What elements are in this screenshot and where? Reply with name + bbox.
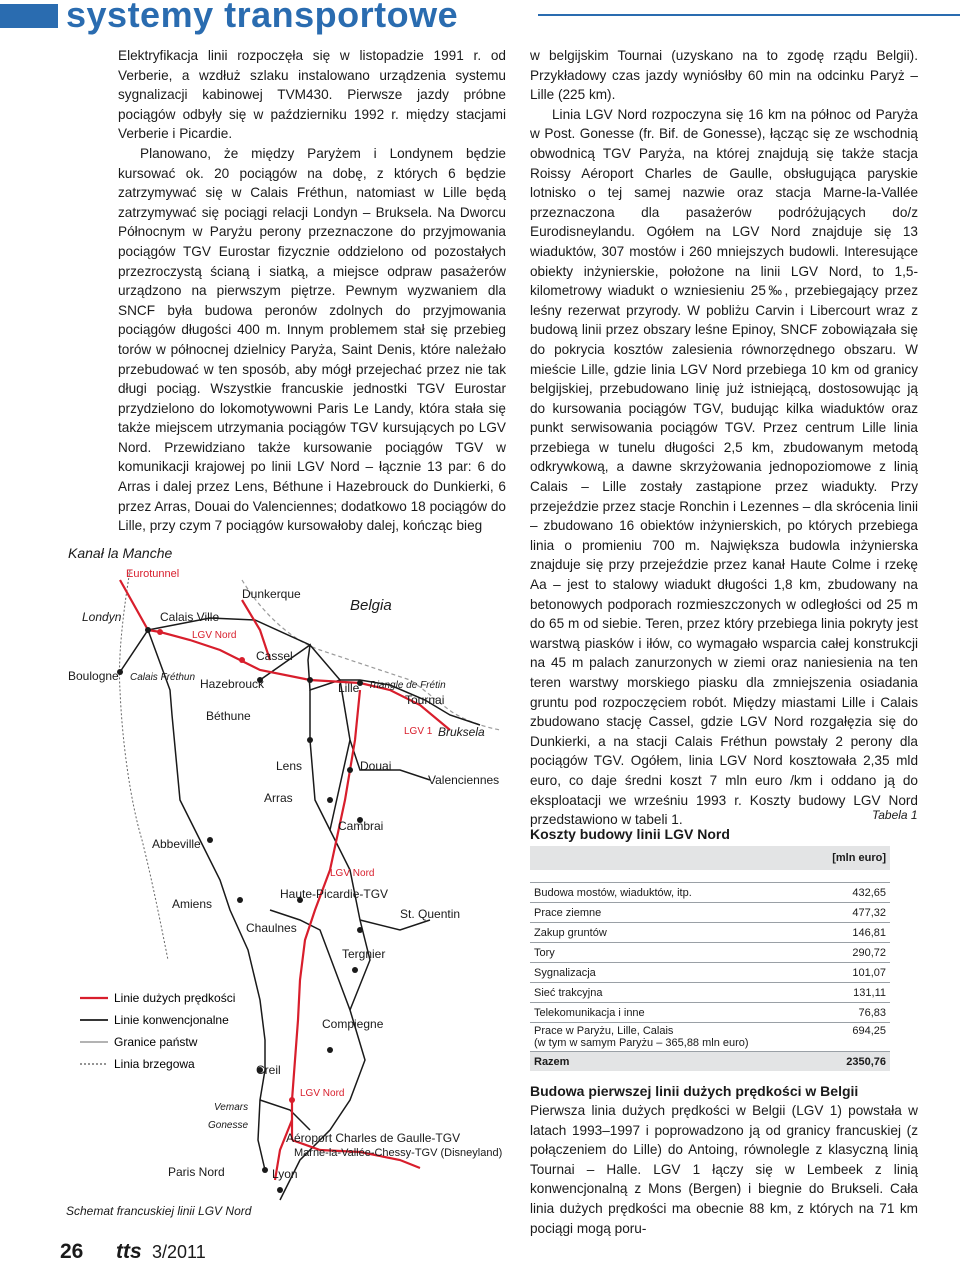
paragraph: Elektryfikacja linii rozpoczęła się w listopadzie 1991 r. od Verberie, a wzdłuż szlaku instalowano urządzenia systemu sygnalizacji kabinowej TVM430. Pierwsze jazdy próbne pociągów odbyły się w październiku 1992 r. między stacjami Verberie i Picardie. bbox=[118, 48, 506, 142]
map-label: Douai bbox=[360, 759, 392, 773]
table-row bbox=[530, 883, 890, 903]
map-label: Calais Fréthun bbox=[130, 672, 196, 683]
row-label bbox=[530, 1023, 812, 1052]
map-label: Haute-Picardie-TGV bbox=[280, 887, 389, 901]
map-label: Amiens bbox=[172, 897, 213, 911]
table-row bbox=[530, 923, 890, 943]
map-label: Valenciennes bbox=[428, 773, 500, 787]
row-value: 477,32 bbox=[812, 903, 890, 923]
belgium-section-title: Budowa pierwszej linii dużych prędkości w Belgii bbox=[530, 1083, 859, 1099]
table-unit: [mln euro] bbox=[812, 846, 890, 870]
row-label: Zakup gruntów bbox=[530, 923, 812, 943]
belgium-section-text: Pierwsza linia dużych prędkości w Belgii (LGV 1) powstała w latach 1993–1997 i poprowadzono ją od granicy francuskiej (z połączeniem do Lille) do Antoing, równolegle z klasyczną linią Tournai – Halle. LGV 1 łączy się w Lembeek z linią konwencjonalną z Mons (Bergen) i biegnie do Brukseli. Cała linia dużych prędkości ma obecnie 88 km, z których na 71 km pociągi mogą poru- bbox=[530, 1103, 918, 1236]
row-label: Budowa mostów, wiaduktów, itp. bbox=[530, 883, 812, 903]
map-label: Abbeville bbox=[152, 837, 201, 851]
page-number: 26 bbox=[60, 1240, 84, 1263]
row-label-line: Prace w Paryżu, Lille, Calais bbox=[534, 1025, 674, 1037]
cost-table bbox=[530, 846, 890, 1071]
paragraph: w belgijskim Tournai (uzyskano na to zgodę rządu Belgii). Przykładowy czas jazdy wyniósłby 60 min na odcinku Paryż – Lille (225 km). bbox=[530, 48, 918, 103]
map-label: Boulogne bbox=[68, 669, 119, 683]
map-label: Tournai bbox=[405, 693, 445, 707]
legend-label: Linie dużych prędkości bbox=[114, 991, 236, 1005]
table-row bbox=[530, 943, 890, 963]
map-label: Creil bbox=[256, 1063, 281, 1077]
table-row bbox=[530, 1023, 890, 1052]
row-label-line: (w tym w samym Paryżu – 365,88 mln euro) bbox=[534, 1037, 749, 1049]
issue-number: 3/2011 bbox=[152, 1242, 206, 1262]
map-label: Paris Nord bbox=[168, 1165, 225, 1179]
map-label: Hazebrouck bbox=[200, 677, 265, 691]
row-value: 131,11 bbox=[812, 983, 890, 1003]
row-value: 432,65 bbox=[812, 883, 890, 903]
map-label: LGV Nord bbox=[192, 630, 237, 641]
map-label: Cassel bbox=[256, 649, 293, 663]
row-label: Sieć trakcyjna bbox=[530, 983, 812, 1003]
map-label: LGV Nord bbox=[330, 868, 375, 879]
table-row bbox=[530, 963, 890, 983]
map-label: Lens bbox=[276, 759, 303, 773]
row-label: Prace ziemne bbox=[530, 903, 812, 923]
total-label: Razem bbox=[530, 1052, 812, 1072]
map-label: Londyn bbox=[82, 610, 122, 624]
map-label: Kanał la Manche bbox=[68, 545, 173, 561]
total-value: 2350,76 bbox=[812, 1052, 890, 1072]
table-header-row bbox=[530, 846, 890, 870]
legend-label: Linie konwencjonalne bbox=[114, 1013, 229, 1027]
map-label: Belgia bbox=[350, 597, 392, 614]
map-label: LGV Nord bbox=[300, 1088, 345, 1099]
paragraph: Linia LGV Nord rozpoczyna się 16 km na północ od Paryża w Post. Gonesse (fr. Bif. de Gonesse), łącząc się ze wschodnią obwodnicą TGV Paryża, na której znajdują się także stacja Roissy Aéroport Charles de Gaulle, obsługująca paryskie lotnisko o tej samej nazwie oraz stacja Marne-la-Vallée przeznaczona dla pasażerów podróżujących do/z Eurodisneylandu. Ogółem na LGV Nord znajduje się 13 wiaduktów, 307 mostów i 260 mniejszych budowli. Interesujące obiekty inżynierskie, położone na linii LGV Nord, to 1,5-kilometrowy wiadukt o wzniesieniu 25‰, przebiegający przez leśny rezerwat przyrody. W pobliżu Carvin i Libercourt wraz z budową linii przez obszary leśne Epinoy, SNCF zobowiązała się do pokrycia kosztów zalesienia równorzędnego obszaru. W mieście Lille, gdzie linia LGV Nord przebiega 10 km od granicy belgijskiej, przebudowano linię już istniejącą, dostosowując ją do kursowania pociągów TGV, budując kilka wiaduktów oraz punkt serwisowania pociągów TGV. Przez centrum Lille linia przebiega w tunelu długości 2,5 km, zbudowanym metodą odkrywkową, a dawne skrzyżowania jednopoziomowe z linią Calais – Lille zostały zastąpione przez wiadukty. Przy przejeździe przez stacje Ronchin i Lezennes – dla skrócenia linii – zbudowano 16 obiektów inżynierskich, po których przebiega linia o promieniu 700 m. Największa budowla inżynierska znajduje się przy przejeździe przez kanał Haute Colme i rzekę Aa – jest to stalowy wiadukt długości 1,8 km, zbudowany na betonowych podporach rozmieszczonych w odległości od 25 m do 65 m od siebie. Teren, przez który przebiega linia pokryty jest warstwą piasków i iłów, co wymagało wsparcia całej konstrukcji na 45 m palach zanurzonych w ziemi oraz naniesienia na ten teren warstwy morskiego piasku dla zmniejszenia osiadania gruntu pod rozpoczęciem robót. Między miastami Lille i Calais zbudowano stację Cassel, gdzie LGV Nord rozgałęzia się do Dunkierki, a na stacji Calais Fréthun powstały 2 perony dla pociągów TGV. Ogółem, linia LGV Nord kosztowała 2,35 mld euro, co daje średni koszt 7 mln euro /km i oddano ją do eksploatacji we wrześniu 1993 r. Koszty budowy LGV Nord przedstawiono w tabeli 1. bbox=[530, 106, 918, 828]
map-label: Bruksela bbox=[438, 725, 485, 739]
section-title: systemy transportowe bbox=[66, 0, 459, 35]
magazine-logo: tts bbox=[116, 1240, 142, 1263]
left-text-column bbox=[118, 46, 506, 536]
row-label: Telekomunikacja i inne bbox=[530, 1003, 812, 1023]
map-label: Lyon bbox=[272, 1167, 298, 1181]
page-header bbox=[0, 0, 960, 34]
right-text-column bbox=[530, 46, 918, 830]
page-footer bbox=[60, 1240, 206, 1264]
map-label: Aéroport Charles de Gaulle-TGV bbox=[286, 1131, 461, 1145]
header-rule bbox=[538, 14, 960, 16]
coastline bbox=[119, 570, 168, 960]
header-accent-block bbox=[0, 4, 58, 28]
legend-label: Granice państw bbox=[114, 1035, 198, 1049]
table-title: Koszty budowy linii LGV Nord bbox=[530, 826, 730, 842]
table-row bbox=[530, 1003, 890, 1023]
high-speed-lines bbox=[120, 580, 450, 1180]
map-label: St. Quentin bbox=[400, 907, 461, 921]
map-label: Triangle de Frétin bbox=[368, 680, 446, 691]
map-label: Arras bbox=[264, 791, 293, 805]
row-label: Sygnalizacja bbox=[530, 963, 812, 983]
map-label: Eurotunnel bbox=[126, 568, 180, 580]
map-label: Vemars bbox=[214, 1102, 249, 1113]
table-total-row bbox=[530, 1052, 890, 1072]
map-legend bbox=[80, 991, 235, 1071]
map-label: Calais Ville bbox=[160, 610, 220, 624]
row-value: 76,83 bbox=[812, 1003, 890, 1023]
row-value: 290,72 bbox=[812, 943, 890, 963]
row-value: 694,25 bbox=[812, 1023, 890, 1052]
station-dots-red bbox=[157, 629, 295, 1103]
legend-label: Linia brzegowa bbox=[114, 1057, 195, 1071]
map-label: Dunkerque bbox=[242, 587, 301, 601]
map-label: LGV 1 bbox=[404, 726, 433, 737]
map-label: Compiegne bbox=[322, 1017, 384, 1031]
table-row bbox=[530, 983, 890, 1003]
map-label: Béthune bbox=[206, 709, 251, 723]
paragraph: Planowano, że między Paryżem i Londynem będzie kursować ok. 20 pociągów na dobę, z których 6 będzie zatrzymywać się w Calais Fréthun, natomiast w Lille będą zatrzymywać się pociągi relacji Londyn – Bruksela. Na Dworcu Północnym w Paryżu perony przeznaczone do przyjmowania pociągów TGV Eurostar fizycznie oddzielono od pozostałych przezroczystą ścianą i siatką, a miejsce odpraw pasażerów urządzono na pierwszym piętrze. Pewnym wyzwaniem dla SNCF była budowa peronów zdolnych do przyjmowania pociągów długości 400 m. Innym problemem stał się przebieg torów w północnej dzielnicy Paryża, Saint Denis, które należało przebudować w ten sposób, aby mógł przejechać przez nie tak długi pociąg. Wszystkie francuskie jednostki TGV Eurostar przydzielono do lokomotywowni Paris Le Landy, która stała się także miejscem utrzymania pociągów TGV kursujących po LGV Nord. Przewidziano także kursowanie pociągów TGV w komunikacji krajowej po linii LGV Nord – łącznie 13 par: 6 do Arras i dalej przez Lens, Béthune i Hazebrouck do Dunkierki, 6 przez Arras, Douai do Valenciennes; dodatkowo 18 pociągów do Lille, przy czym 7 pociągów kursowałoby dalej, kończąc bieg bbox=[118, 145, 506, 534]
map-label: Lille bbox=[338, 681, 360, 695]
map-label: Tergnier bbox=[342, 947, 386, 961]
map-caption: Schemat francuskiej linii LGV Nord bbox=[66, 1204, 252, 1218]
map-label: Cambrai bbox=[338, 819, 384, 833]
row-label: Tory bbox=[530, 943, 812, 963]
map-label: Marne-la-Vallée-Chessy-TGV (Disneyland) bbox=[294, 1147, 503, 1159]
row-value: 146,81 bbox=[812, 923, 890, 943]
row-value: 101,07 bbox=[812, 963, 890, 983]
table-row bbox=[530, 903, 890, 923]
map-label: Gonesse bbox=[208, 1120, 249, 1131]
table-caption: Tabela 1 bbox=[872, 808, 918, 822]
table-spacer bbox=[530, 870, 890, 883]
lgv-nord-map bbox=[60, 540, 520, 1220]
map-label: Chaulnes bbox=[246, 921, 297, 935]
